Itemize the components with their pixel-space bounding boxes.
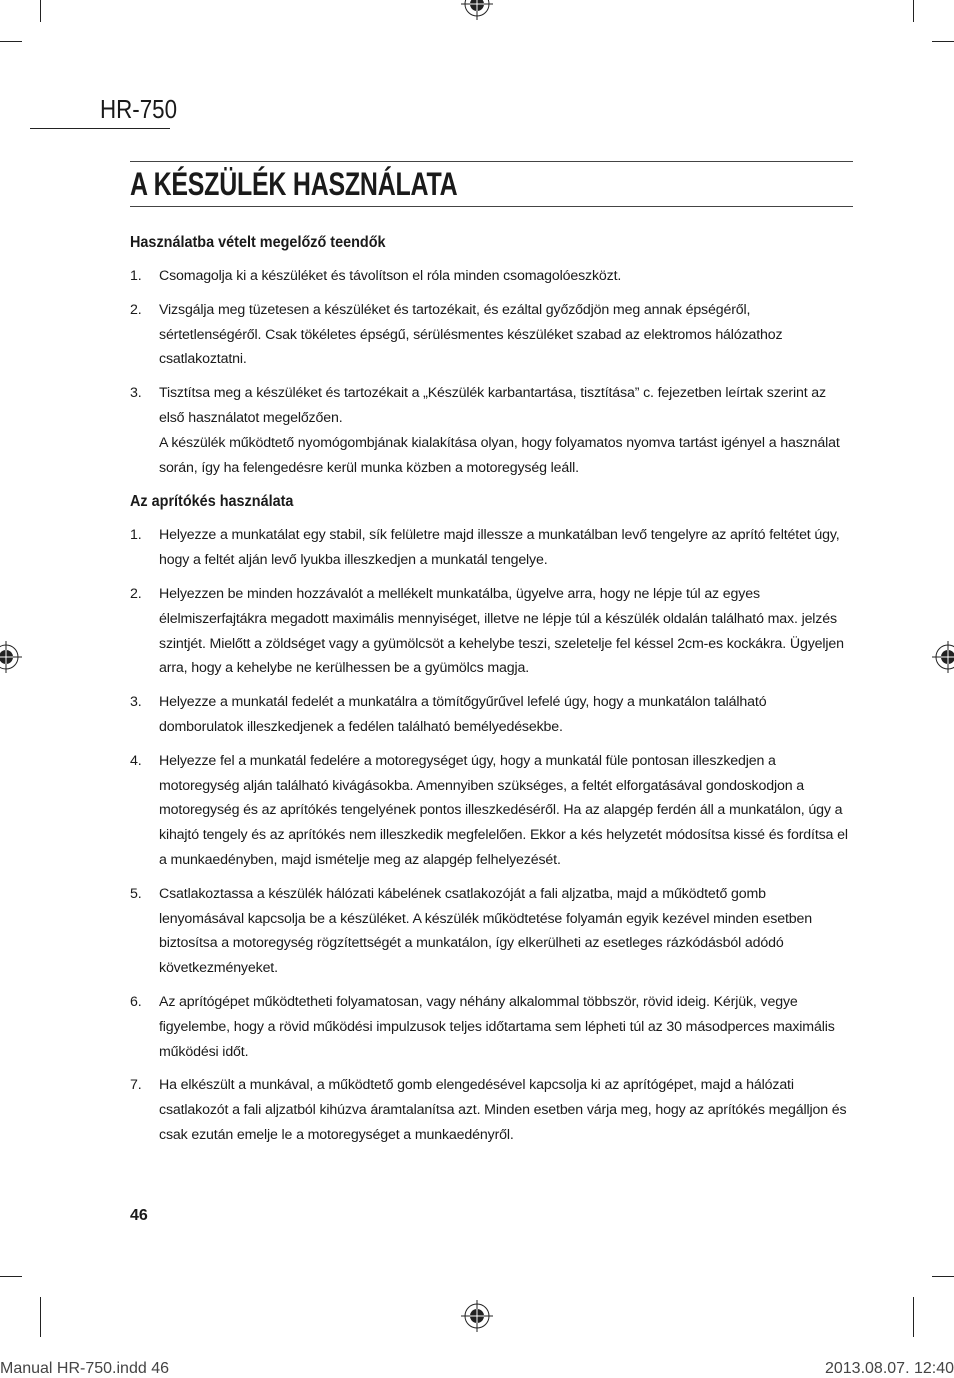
list-item-text: Vizsgálja meg tüzetesen a készüléket és tartozékait, és ezáltal győződjön meg annak épségéről, sértetlenségéről. Csak tökéletes épségű, sérülésmentes készüléket szabad az elektromos hálózathoz csatlakoztatni. (159, 301, 783, 368)
list-item (130, 582, 854, 681)
list-item (130, 523, 854, 573)
list-item (130, 690, 854, 740)
list-item (130, 1073, 854, 1147)
crop-mark-bottom-right-v (913, 1297, 914, 1337)
list-item-text: Helyezzen be minden hozzávalót a mellékelt munkatálba, ügyelve arra, hogy ne lépje túl az egyes élelmiszerfajtákra megadott maximális mennyiséget, illetve ne lépje túl a készülék oldalán található max. jelzés szintjét. Mielőtt a zöldséget vagy a gyümölcsöt a kehelybe teszi, szeletelje fel késsel 2cm-es kockákra. Ügyeljen arra, hogy a kehelybe ne kerülhessen be a gyümölcs magja. (159, 585, 844, 677)
crop-mark-bottom-right-h (932, 1276, 954, 1277)
list-item-number: 5. (130, 885, 142, 902)
crop-mark-bottom-left-h (0, 1276, 22, 1277)
list-item-number: 1. (130, 527, 142, 544)
list-item-number: 6. (130, 993, 142, 1010)
usage-list (130, 523, 854, 1147)
list-item-number: 2. (130, 301, 142, 318)
page-number: 46 (130, 1207, 148, 1224)
title-rule-bottom (130, 206, 853, 207)
list-item-number: 7. (130, 1077, 142, 1094)
list-item-text: Csomagolja ki a készüléket és távolítson el róla minden csomagolóeszközt. (159, 268, 622, 284)
crop-mark-top-right-h (932, 41, 954, 42)
page-title: A KÉSZÜLÉK HASZNÁLATA (130, 166, 458, 202)
list-item (130, 990, 854, 1064)
registration-mark-left-icon (0, 641, 22, 673)
registration-mark-bottom-icon (461, 1300, 493, 1332)
crop-mark-top-right-v (913, 0, 914, 22)
preparation-list (130, 264, 854, 480)
content (130, 230, 854, 1148)
print-slug-date: 2013.08.07. 12:40 (824, 1360, 954, 1377)
list-item-text: Helyezze a munkatál fedelét a munkatálra a tömítőgyűrűvel lefelé úgy, hogy a munkatálon található domborulatok illeszkedjenek a fedélen található bemélyedésekbe. (159, 694, 767, 735)
list-item-text: Helyezze a munkatálat egy stabil, sík felületre majd illessze a munkatálban levő tengelyre az aprító feltétet úgy, hogy a feltét alján levő lyukba illeszkedjen a munkatál tengelye. (159, 527, 840, 569)
registration-mark-right-icon (932, 641, 954, 673)
list-item-note: A készülék működtető nyomógombjának kialakítása olyan, hogy folyamatos nyomva tartást igényel a használat során, így ha felengedésre kerül munka közben a motoregység leáll. (159, 434, 840, 476)
crop-mark-top-left-v (40, 0, 41, 22)
list-item-number: 2. (130, 585, 142, 602)
list-item-text: Az aprítógépet működtetheti folyamatosan, vagy néhány alkalommal többször, rövid ideig. Kérjük, vegye figyelembe, hogy a rövid működési impulzusok teljes időtartama sem lépheti túl az 30 másodperces maximális működési időt. (159, 993, 835, 1060)
registration-mark-top-icon (461, 0, 493, 20)
list-item (130, 749, 854, 873)
list-item-number: 3. (130, 694, 142, 711)
crop-mark-top-left-h (0, 41, 22, 42)
model-underline (30, 128, 170, 129)
list-item (130, 298, 854, 372)
list-item-number: 4. (130, 752, 142, 769)
list-item-number: 1. (130, 268, 142, 284)
crop-mark-bottom-left-v (40, 1297, 41, 1337)
list-item (130, 264, 854, 289)
list-item-text: Ha elkészült a munkával, a működtető gomb elengedésével kapcsolja ki az aprítógépet, majd a hálózati csatlakozót a fali aljzatból kihúzva áramtalanítsa azt. Minden esetben várja meg, hogy az aprítókés megálljon és csak ezután emelje le a motoregységet a munkaedényről. (159, 1077, 847, 1143)
section-heading-preparation: Használatba vételt megelőző teendők (130, 234, 386, 251)
list-item (130, 882, 854, 981)
print-slug-file: Manual HR-750.indd 46 (0, 1360, 169, 1377)
list-item-text: Csatlakoztassa a készülék hálózati kábelének csatlakozóját a fali aljzatba, majd a működtető gomb lenyomásával kapcsolja be a készüléket. A készülék működtetése folyamán egyik kezével minden esetben biztosítsa a motoregység rögzítettségét a munkatálon, így elkerülheti az esetleges rázkódásból adódó következményeket. (159, 885, 812, 977)
model-number: HR-750 (100, 94, 178, 124)
list-item (130, 381, 854, 480)
list-item-text: Helyezze fel a munkatál fedelére a motoregységet úgy, hogy a munkatál füle pontosan illeszkedjen a motoregység alján található kivágásokba. Amennyiben szükséges, a feltét elforgatásával gondoskodjon a motoregység és az aprítókés tengelyének pontos illeszkedéséről. Ha az alapgép ferdén áll a munkatálon, úgy a kihajtó tengely és az aprítókés nem illeszkedik megfelelően. Ekkor a kés helyzetét módosítsa kissé és fordítsa el a munkaedényben, majd ismételje meg az alapgép felhelyezését. (159, 752, 848, 868)
list-item-number: 3. (130, 385, 142, 402)
title-rule-top (130, 161, 853, 162)
section-heading-usage: Az aprítókés használata (130, 493, 294, 511)
list-item-text: Tisztítsa meg a készüléket és tartozékait a „Készülék karbantartása, tisztítása” c. fejezetben leírtak szerint az első használatot megelőzően. (159, 385, 826, 426)
